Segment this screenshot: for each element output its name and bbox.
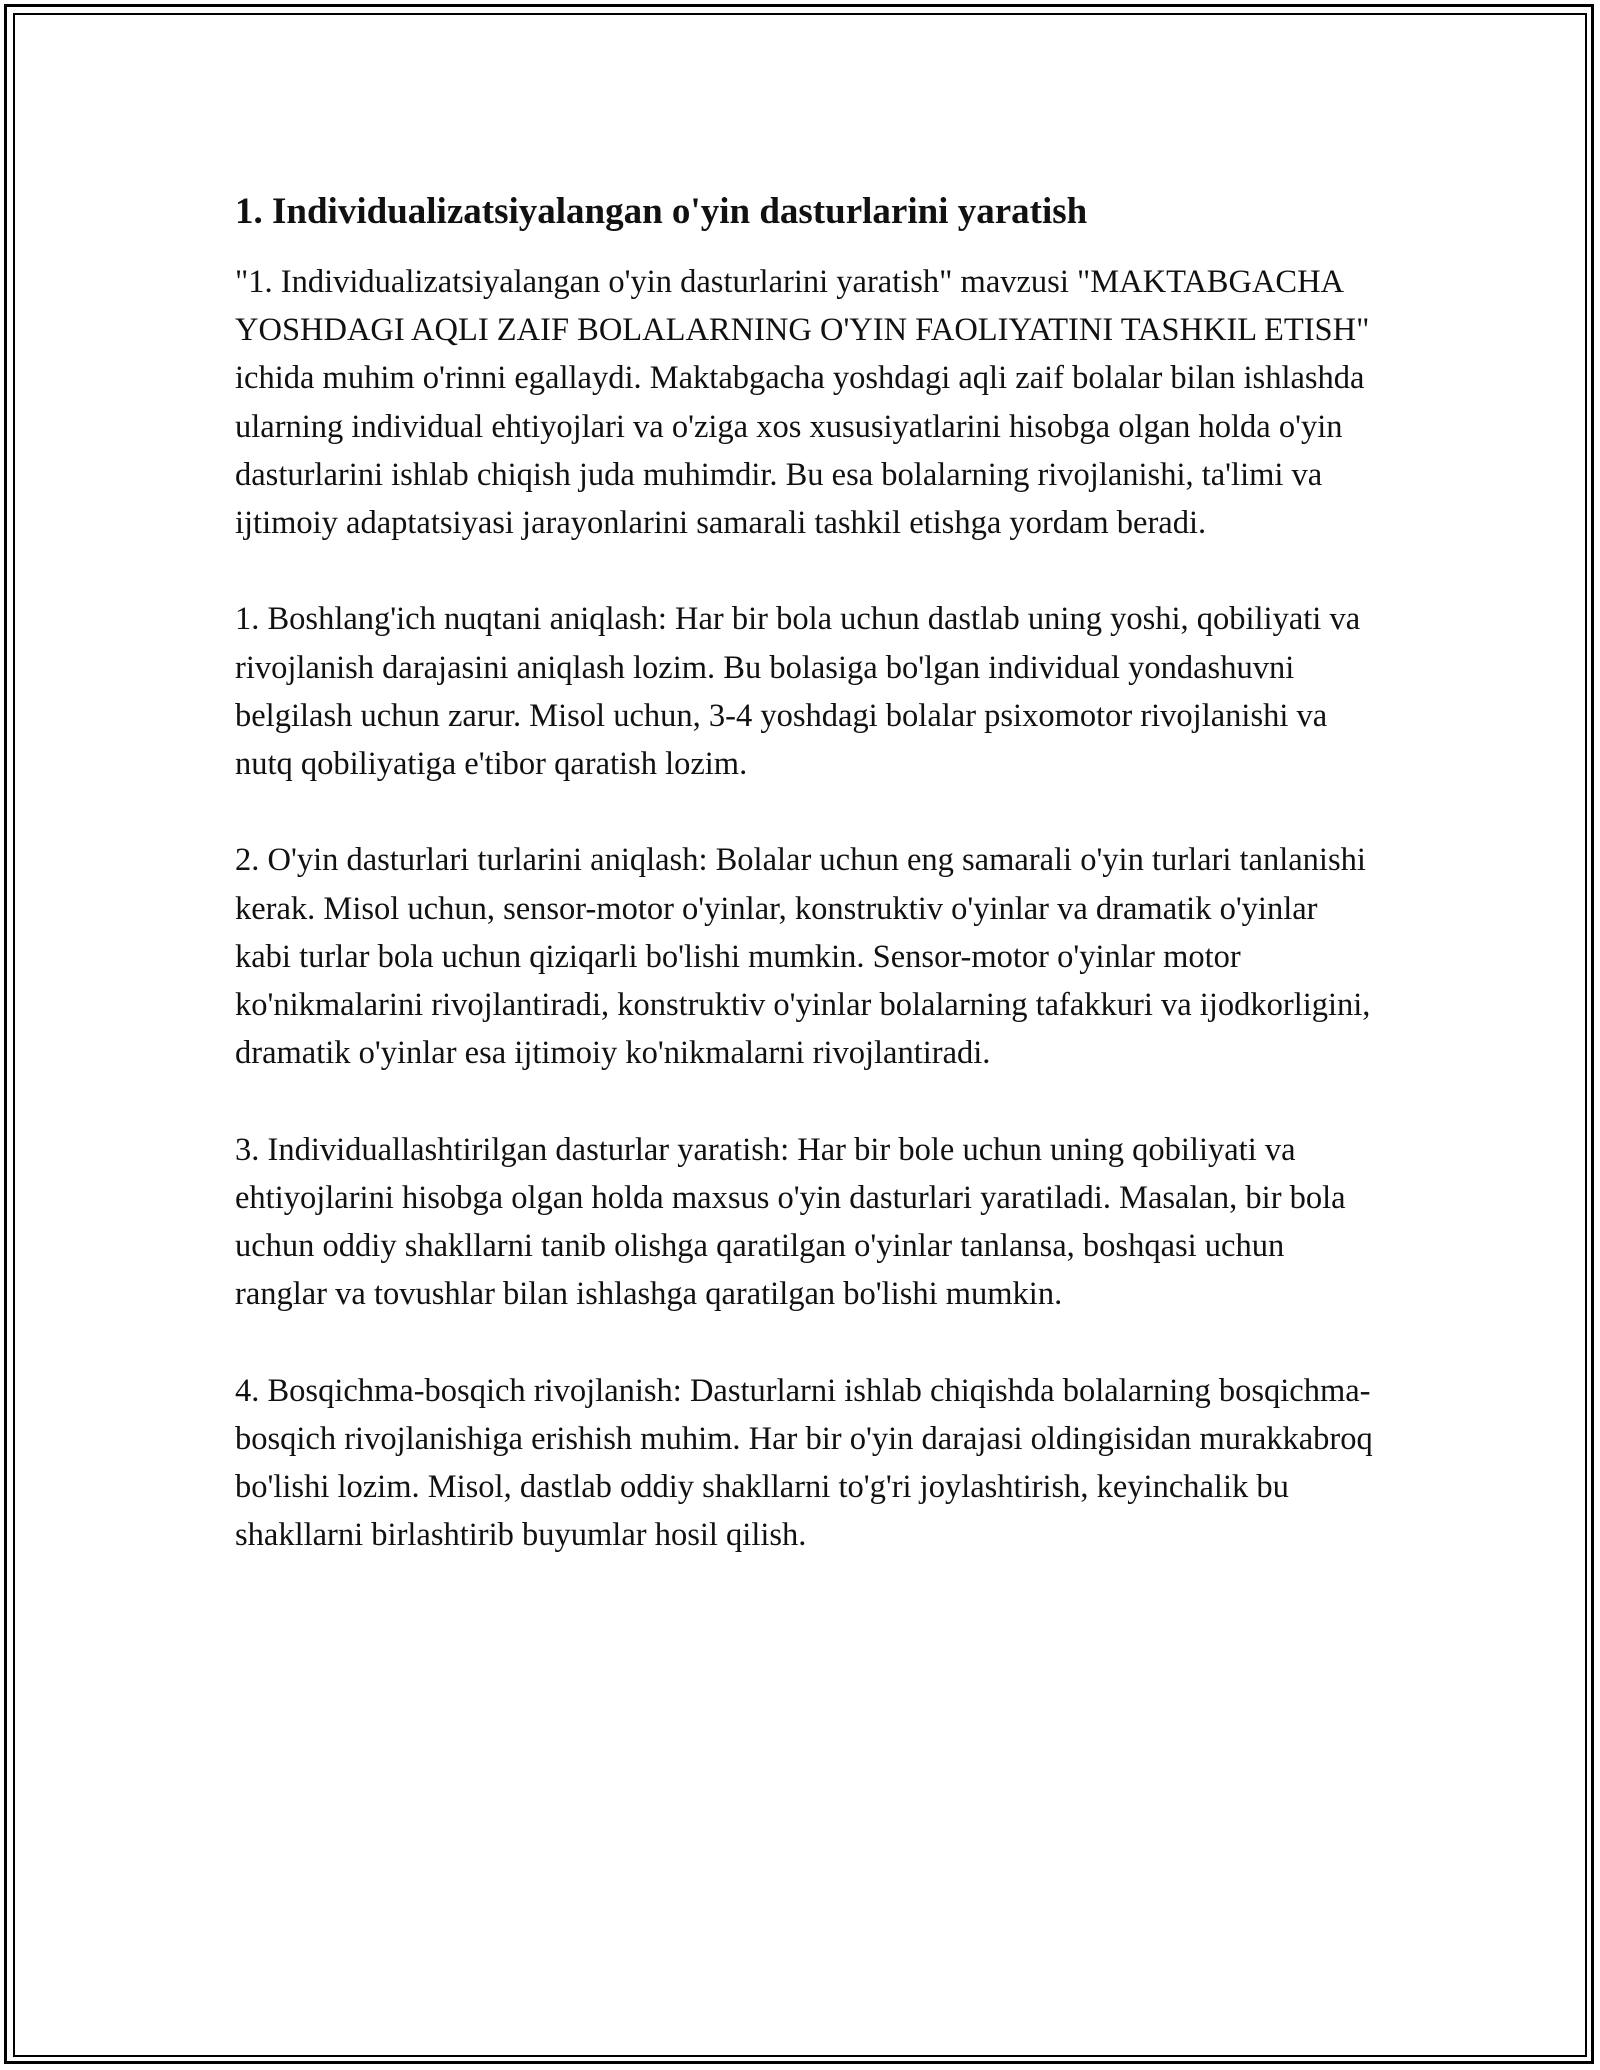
paragraph-point-2: 2. O'yin dasturlari turlarini aniqlash: Bolalar uchun eng samarali o'yin turlari tanlanishi kerak. Misol uchun, sensor-motor o'yinlar, konstruktiv o'yinlar va dramatik o'yinlar kabi turlar bola uchun qiziqarli bo'lishi mumkin. Sensor-motor o'yinlar motor ko'nikmalarini rivojlantiradi, konstruktiv o'yinlar bolalarning tafakkuri va ijodkorligini, dramatik o'yinlar esa ijtimoiy ko'nikmalarni rivojlantiradi. xyxy=(235,842,1371,1072)
paragraph-intro: "1. Individualizatsiyalangan o'yin dasturlarini yaratish" mavzusi "MAKTABGACHA YOSHDAGI AQLI ZAIF BOLALARNING O'YIN FAOLIYATINI TASHKIL ETISH" ichida muhim o'rinni egallaydi. Maktabgacha yoshdagi aqli zaif bolalar bilan ishlashda ularning individual ehtiyojlari va o'ziga xos xususiyatlarini hisobga olgan holda o'yin dasturlarini ishlab chiqish juda muhimdir. Bu esa bolalarning rivojlanishi, ta'limi va ijtimoiy adaptatsiyasi jarayonlarini samarali tashkil etishga yordam beradi. xyxy=(235,264,1370,542)
document-body xyxy=(235,188,1375,1608)
paragraph-point-3: 3. Individuallashtirilgan dasturlar yaratish: Har bir bole uchun uning qobiliyati va ehtiyojlarini hisobga olgan holda maxsus o'yin dasturlari yaratiladi. Masalan, bir bola uchun oddiy shakllarni tanib olishga qaratilgan o'yinlar tanlansa, boshqasi uchun ranglar va tovushlar bilan ishlashga qaratilgan bo'lishi mumkin. xyxy=(235,1131,1346,1313)
paragraph-point-4: 4. Bosqichma-bosqich rivojlanish: Dasturlarni ishlab chiqishda bolalarning bosqichma-bosqich rivojlanishiga erishish muhim. Har bir o'yin darajasi oldingisidan murakkabroq bo'lishi lozim. Misol, dastlab oddiy shakllarni to'g'ri joylashtirish, keyinchalik bu shakllarni birlashtirib buyumlar hosil qilish. xyxy=(235,1372,1373,1554)
document-title: 1. Individualizatsiyalangan o'yin dasturlarini yaratish xyxy=(235,191,1088,232)
paragraph-point-1: 1. Boshlang'ich nuqtani aniqlash: Har bir bola uchun dastlab uning yoshi, qobiliyati va rivojlanish darajasini aniqlash lozim. Bu bolasiga bo'lgan individual yondashuvni belgilash uchun zarur. Misol uchun, 3-4 yoshdagi bolalar psixomotor rivojlanishi va nutq qobiliyatiga e'tibor qaratish lozim. xyxy=(235,601,1361,783)
